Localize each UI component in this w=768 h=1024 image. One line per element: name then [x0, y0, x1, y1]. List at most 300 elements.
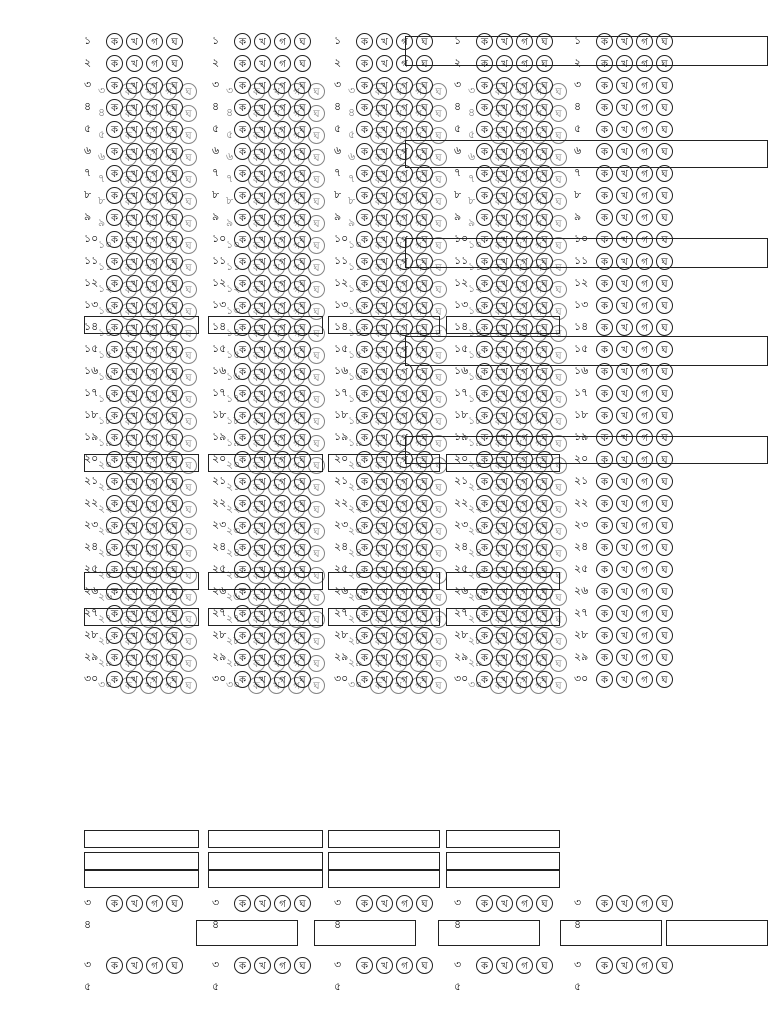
answer-bubble[interactable]: গ [274, 99, 291, 116]
answer-bubble[interactable]: খ [126, 187, 143, 204]
answer-bubble[interactable]: ক [490, 149, 507, 166]
answer-bubble[interactable]: খ [390, 259, 407, 276]
answer-bubble[interactable]: খ [390, 413, 407, 430]
answer-bubble[interactable]: ঘ [656, 363, 673, 380]
answer-bubble[interactable]: ঘ [308, 105, 325, 122]
answer-bubble[interactable]: ক [596, 495, 613, 512]
answer-bubble[interactable]: খ [140, 457, 157, 474]
answer-bubble[interactable]: খ [126, 121, 143, 138]
answer-bubble[interactable]: ঘ [416, 671, 433, 688]
answer-bubble[interactable]: খ [616, 627, 633, 644]
answer-bubble[interactable]: গ [160, 633, 177, 650]
answer-bubble[interactable]: খ [376, 363, 393, 380]
answer-bubble[interactable]: খ [254, 671, 271, 688]
answer-bubble[interactable]: ক [490, 457, 507, 474]
answer-bubble[interactable]: খ [496, 341, 513, 358]
answer-bubble[interactable]: ঘ [550, 611, 567, 628]
answer-bubble[interactable]: খ [390, 105, 407, 122]
answer-bubble[interactable]: ক [106, 143, 123, 160]
answer-bubble[interactable]: ক [490, 435, 507, 452]
answer-bubble[interactable]: গ [636, 429, 653, 446]
answer-bubble[interactable]: খ [140, 149, 157, 166]
answer-bubble[interactable]: ঘ [294, 55, 311, 72]
answer-bubble[interactable]: ঘ [536, 143, 553, 160]
answer-bubble[interactable]: ক [106, 209, 123, 226]
answer-bubble[interactable]: খ [268, 347, 285, 364]
answer-bubble[interactable]: খ [268, 149, 285, 166]
answer-bubble[interactable]: গ [410, 105, 427, 122]
answer-bubble[interactable]: ক [106, 165, 123, 182]
answer-bubble[interactable]: খ [140, 259, 157, 276]
answer-bubble[interactable]: ক [248, 633, 265, 650]
answer-bubble[interactable]: গ [396, 627, 413, 644]
answer-bubble[interactable]: খ [510, 259, 527, 276]
answer-bubble[interactable]: ঘ [416, 561, 433, 578]
answer-bubble[interactable]: ক [596, 253, 613, 270]
answer-bubble[interactable]: খ [616, 363, 633, 380]
answer-bubble[interactable]: ঘ [166, 539, 183, 556]
answer-bubble[interactable]: ক [370, 259, 387, 276]
answer-bubble[interactable]: ক [596, 517, 613, 534]
answer-bubble[interactable]: গ [160, 369, 177, 386]
answer-bubble[interactable]: ঘ [416, 319, 433, 336]
answer-bubble[interactable]: ক [490, 413, 507, 430]
answer-bubble[interactable]: ক [356, 473, 373, 490]
answer-bubble[interactable]: গ [160, 347, 177, 364]
answer-bubble[interactable]: খ [126, 385, 143, 402]
answer-bubble[interactable]: খ [254, 231, 271, 248]
answer-bubble[interactable]: ক [476, 275, 493, 292]
answer-bubble[interactable]: খ [510, 523, 527, 540]
answer-bubble[interactable]: খ [268, 435, 285, 452]
answer-bubble[interactable]: গ [274, 275, 291, 292]
answer-bubble[interactable]: খ [268, 677, 285, 694]
answer-bubble[interactable]: ক [490, 325, 507, 342]
answer-bubble[interactable]: খ [140, 545, 157, 562]
answer-bubble[interactable]: গ [146, 385, 163, 402]
answer-bubble[interactable]: ক [120, 633, 137, 650]
answer-bubble[interactable]: ঘ [656, 407, 673, 424]
answer-bubble[interactable]: ক [356, 671, 373, 688]
answer-bubble[interactable]: ক [490, 83, 507, 100]
answer-bubble[interactable]: খ [616, 649, 633, 666]
answer-bubble[interactable]: গ [274, 407, 291, 424]
answer-bubble[interactable]: ক [370, 633, 387, 650]
answer-bubble[interactable]: ক [596, 583, 613, 600]
answer-bubble[interactable]: গ [288, 413, 305, 430]
answer-bubble[interactable]: গ [410, 655, 427, 672]
answer-bubble[interactable]: খ [126, 253, 143, 270]
answer-bubble[interactable]: ক [234, 121, 251, 138]
answer-bubble[interactable]: গ [530, 127, 547, 144]
answer-bubble[interactable]: গ [288, 105, 305, 122]
answer-bubble[interactable]: খ [496, 55, 513, 72]
answer-bubble[interactable]: খ [126, 407, 143, 424]
answer-bubble[interactable]: ঘ [550, 567, 567, 584]
answer-bubble[interactable]: ক [370, 611, 387, 628]
answer-bubble[interactable]: ঘ [180, 193, 197, 210]
answer-bubble[interactable]: ক [234, 495, 251, 512]
answer-bubble[interactable]: ঘ [656, 77, 673, 94]
answer-bubble[interactable]: গ [274, 231, 291, 248]
answer-bubble[interactable]: ক [490, 501, 507, 518]
answer-bubble[interactable]: গ [396, 143, 413, 160]
answer-bubble[interactable]: ক [476, 429, 493, 446]
answer-bubble[interactable]: ক [476, 627, 493, 644]
answer-bubble[interactable]: ক [248, 83, 265, 100]
answer-bubble[interactable]: গ [288, 303, 305, 320]
answer-bubble[interactable]: ঘ [430, 259, 447, 276]
answer-bubble[interactable]: গ [516, 495, 533, 512]
answer-bubble[interactable]: খ [496, 209, 513, 226]
answer-bubble[interactable]: ঘ [656, 671, 673, 688]
answer-bubble[interactable]: ক [596, 55, 613, 72]
answer-bubble[interactable]: গ [516, 649, 533, 666]
answer-bubble[interactable]: গ [410, 325, 427, 342]
answer-bubble[interactable]: গ [530, 677, 547, 694]
answer-bubble[interactable]: ক [120, 567, 137, 584]
answer-bubble[interactable]: ক [248, 127, 265, 144]
answer-bubble[interactable]: খ [616, 77, 633, 94]
answer-bubble[interactable]: ঘ [430, 215, 447, 232]
answer-bubble[interactable]: গ [160, 391, 177, 408]
answer-bubble[interactable]: ক [476, 895, 493, 912]
answer-bubble[interactable]: ক [356, 649, 373, 666]
answer-bubble[interactable]: ঘ [180, 215, 197, 232]
answer-bubble[interactable]: গ [516, 957, 533, 974]
answer-bubble[interactable]: ঘ [536, 165, 553, 182]
answer-bubble[interactable]: গ [516, 517, 533, 534]
answer-bubble[interactable]: খ [510, 105, 527, 122]
answer-bubble[interactable]: ক [120, 501, 137, 518]
answer-bubble[interactable]: ঘ [656, 55, 673, 72]
answer-bubble[interactable]: ঘ [416, 957, 433, 974]
answer-bubble[interactable]: ঘ [430, 457, 447, 474]
answer-bubble[interactable]: গ [410, 633, 427, 650]
answer-bubble[interactable]: গ [516, 33, 533, 50]
answer-bubble[interactable]: গ [530, 171, 547, 188]
answer-bubble[interactable]: খ [510, 83, 527, 100]
answer-bubble[interactable]: খ [390, 633, 407, 650]
answer-bubble[interactable]: ক [356, 957, 373, 974]
answer-bubble[interactable]: ঘ [536, 517, 553, 534]
answer-bubble[interactable]: গ [530, 83, 547, 100]
answer-bubble[interactable]: খ [376, 143, 393, 160]
answer-bubble[interactable]: ক [356, 165, 373, 182]
answer-bubble[interactable]: ক [596, 429, 613, 446]
answer-bubble[interactable]: গ [274, 77, 291, 94]
answer-bubble[interactable]: ঘ [536, 671, 553, 688]
answer-bubble[interactable]: ঘ [656, 121, 673, 138]
answer-bubble[interactable]: খ [126, 319, 143, 336]
answer-bubble[interactable]: ঘ [430, 545, 447, 562]
answer-bubble[interactable]: গ [516, 77, 533, 94]
answer-bubble[interactable]: ঘ [166, 231, 183, 248]
answer-bubble[interactable]: ক [370, 127, 387, 144]
answer-bubble[interactable]: গ [636, 363, 653, 380]
answer-bubble[interactable]: গ [160, 281, 177, 298]
answer-bubble[interactable]: খ [376, 627, 393, 644]
answer-bubble[interactable]: গ [160, 677, 177, 694]
answer-bubble[interactable]: ক [120, 259, 137, 276]
answer-bubble[interactable]: ক [248, 655, 265, 672]
answer-bubble[interactable]: ক [476, 957, 493, 974]
answer-bubble[interactable]: খ [496, 77, 513, 94]
answer-bubble[interactable]: গ [146, 451, 163, 468]
answer-bubble[interactable]: খ [126, 561, 143, 578]
answer-bubble[interactable]: ক [248, 391, 265, 408]
answer-bubble[interactable]: গ [530, 149, 547, 166]
answer-bubble[interactable]: ঘ [308, 347, 325, 364]
answer-bubble[interactable]: ঘ [180, 611, 197, 628]
answer-bubble[interactable]: ক [106, 99, 123, 116]
answer-bubble[interactable]: ঘ [536, 253, 553, 270]
answer-bubble[interactable]: গ [530, 259, 547, 276]
answer-bubble[interactable]: গ [530, 413, 547, 430]
answer-bubble[interactable]: খ [390, 215, 407, 232]
answer-bubble[interactable]: ঘ [294, 561, 311, 578]
answer-bubble[interactable]: খ [254, 473, 271, 490]
answer-bubble[interactable]: গ [530, 435, 547, 452]
answer-bubble[interactable]: ক [234, 671, 251, 688]
answer-bubble[interactable]: ঘ [416, 341, 433, 358]
answer-bubble[interactable]: ক [596, 561, 613, 578]
answer-bubble[interactable]: ক [106, 319, 123, 336]
answer-bubble[interactable]: গ [396, 231, 413, 248]
answer-bubble[interactable]: ক [356, 407, 373, 424]
answer-bubble[interactable]: ক [370, 523, 387, 540]
answer-bubble[interactable]: খ [254, 561, 271, 578]
answer-bubble[interactable]: ক [476, 99, 493, 116]
answer-bubble[interactable]: ঘ [416, 143, 433, 160]
answer-bubble[interactable]: ঘ [166, 187, 183, 204]
answer-bubble[interactable]: খ [376, 407, 393, 424]
answer-bubble[interactable]: গ [288, 325, 305, 342]
answer-bubble[interactable]: ক [120, 391, 137, 408]
answer-bubble[interactable]: খ [390, 677, 407, 694]
answer-bubble[interactable]: ঘ [416, 539, 433, 556]
answer-bubble[interactable]: ঘ [550, 325, 567, 342]
answer-bubble[interactable]: গ [146, 363, 163, 380]
answer-bubble[interactable]: খ [616, 209, 633, 226]
answer-bubble[interactable]: গ [396, 451, 413, 468]
answer-bubble[interactable]: খ [268, 193, 285, 210]
answer-bubble[interactable]: ক [490, 347, 507, 364]
answer-bubble[interactable]: গ [274, 605, 291, 622]
answer-bubble[interactable]: ক [490, 369, 507, 386]
answer-bubble[interactable]: গ [530, 193, 547, 210]
answer-bubble[interactable]: গ [410, 149, 427, 166]
answer-bubble[interactable]: ক [106, 495, 123, 512]
answer-bubble[interactable]: খ [616, 297, 633, 314]
answer-bubble[interactable]: ঘ [308, 193, 325, 210]
answer-bubble[interactable]: গ [516, 187, 533, 204]
answer-bubble[interactable]: খ [496, 187, 513, 204]
answer-bubble[interactable]: খ [254, 407, 271, 424]
answer-bubble[interactable]: ঘ [430, 281, 447, 298]
answer-bubble[interactable]: ঘ [416, 275, 433, 292]
answer-bubble[interactable]: ক [476, 121, 493, 138]
answer-bubble[interactable]: ঘ [656, 33, 673, 50]
answer-bubble[interactable]: গ [410, 259, 427, 276]
answer-bubble[interactable]: গ [530, 215, 547, 232]
answer-bubble[interactable]: খ [496, 407, 513, 424]
answer-bubble[interactable]: খ [616, 275, 633, 292]
answer-bubble[interactable]: খ [616, 319, 633, 336]
answer-bubble[interactable]: খ [496, 605, 513, 622]
answer-bubble[interactable]: ঘ [656, 495, 673, 512]
answer-bubble[interactable]: ঘ [180, 479, 197, 496]
answer-bubble[interactable]: ঘ [166, 77, 183, 94]
answer-bubble[interactable]: ঘ [166, 517, 183, 534]
answer-bubble[interactable]: ঘ [536, 407, 553, 424]
answer-bubble[interactable]: খ [268, 413, 285, 430]
answer-bubble[interactable]: গ [516, 561, 533, 578]
answer-bubble[interactable]: গ [530, 347, 547, 364]
answer-bubble[interactable]: গ [410, 413, 427, 430]
answer-bubble[interactable]: গ [516, 451, 533, 468]
answer-bubble[interactable]: ঘ [536, 583, 553, 600]
answer-bubble[interactable]: ঘ [416, 55, 433, 72]
answer-bubble[interactable]: ঘ [180, 677, 197, 694]
answer-bubble[interactable]: গ [636, 539, 653, 556]
answer-bubble[interactable]: গ [516, 363, 533, 380]
answer-bubble[interactable]: ক [476, 33, 493, 50]
answer-bubble[interactable]: ক [234, 429, 251, 446]
answer-bubble[interactable]: খ [510, 171, 527, 188]
answer-bubble[interactable]: ঘ [294, 539, 311, 556]
answer-bubble[interactable]: ক [106, 275, 123, 292]
answer-bubble[interactable]: ঘ [550, 501, 567, 518]
answer-bubble[interactable]: খ [376, 99, 393, 116]
answer-bubble[interactable]: ঘ [166, 649, 183, 666]
answer-bubble[interactable]: ক [356, 55, 373, 72]
answer-bubble[interactable]: গ [146, 275, 163, 292]
answer-bubble[interactable]: ঘ [536, 341, 553, 358]
answer-bubble[interactable]: ক [370, 325, 387, 342]
answer-bubble[interactable]: ঘ [294, 253, 311, 270]
answer-bubble[interactable]: ক [106, 385, 123, 402]
answer-bubble[interactable]: ঘ [308, 127, 325, 144]
answer-bubble[interactable]: গ [274, 253, 291, 270]
answer-bubble[interactable]: ক [106, 363, 123, 380]
answer-bubble[interactable]: ঘ [308, 215, 325, 232]
answer-bubble[interactable]: ক [120, 127, 137, 144]
answer-bubble[interactable]: ক [234, 385, 251, 402]
answer-bubble[interactable]: খ [496, 297, 513, 314]
answer-bubble[interactable]: ক [248, 545, 265, 562]
answer-bubble[interactable]: গ [288, 457, 305, 474]
answer-bubble[interactable]: ঘ [294, 33, 311, 50]
answer-bubble[interactable]: গ [146, 539, 163, 556]
answer-bubble[interactable]: গ [146, 99, 163, 116]
answer-bubble[interactable]: খ [376, 187, 393, 204]
answer-bubble[interactable]: ক [476, 253, 493, 270]
answer-bubble[interactable]: খ [140, 633, 157, 650]
answer-bubble[interactable]: ক [248, 369, 265, 386]
answer-bubble[interactable]: খ [126, 297, 143, 314]
answer-bubble[interactable]: খ [376, 165, 393, 182]
answer-bubble[interactable]: ঘ [416, 363, 433, 380]
answer-bubble[interactable]: ঘ [166, 561, 183, 578]
answer-bubble[interactable]: ক [234, 627, 251, 644]
answer-bubble[interactable]: খ [376, 297, 393, 314]
answer-bubble[interactable]: গ [396, 583, 413, 600]
answer-bubble[interactable]: ঘ [430, 369, 447, 386]
answer-bubble[interactable]: ক [490, 677, 507, 694]
answer-bubble[interactable]: খ [268, 391, 285, 408]
answer-bubble[interactable]: ঘ [536, 451, 553, 468]
answer-bubble[interactable]: ক [370, 435, 387, 452]
answer-bubble[interactable]: ঘ [180, 105, 197, 122]
answer-bubble[interactable]: ক [248, 149, 265, 166]
answer-bubble[interactable]: ঘ [308, 567, 325, 584]
answer-bubble[interactable]: ক [234, 143, 251, 160]
answer-bubble[interactable]: গ [516, 231, 533, 248]
answer-bubble[interactable]: খ [126, 583, 143, 600]
answer-bubble[interactable]: খ [268, 105, 285, 122]
answer-bubble[interactable]: ক [248, 325, 265, 342]
answer-bubble[interactable]: ক [248, 171, 265, 188]
answer-bubble[interactable]: ঘ [294, 895, 311, 912]
answer-bubble[interactable]: গ [274, 895, 291, 912]
answer-bubble[interactable]: গ [530, 567, 547, 584]
answer-bubble[interactable]: ক [370, 501, 387, 518]
answer-bubble[interactable]: ঘ [308, 523, 325, 540]
answer-bubble[interactable]: গ [636, 517, 653, 534]
answer-bubble[interactable]: গ [160, 457, 177, 474]
answer-bubble[interactable]: ঘ [656, 99, 673, 116]
answer-bubble[interactable]: ঘ [430, 589, 447, 606]
answer-bubble[interactable]: ক [370, 215, 387, 232]
answer-bubble[interactable]: ঘ [430, 677, 447, 694]
answer-bubble[interactable]: খ [376, 77, 393, 94]
answer-bubble[interactable]: ক [356, 77, 373, 94]
answer-bubble[interactable]: খ [616, 143, 633, 160]
answer-bubble[interactable]: ঘ [536, 649, 553, 666]
answer-bubble[interactable]: ক [490, 391, 507, 408]
answer-bubble[interactable]: ঘ [550, 413, 567, 430]
answer-bubble[interactable]: ঘ [536, 429, 553, 446]
answer-bubble[interactable]: খ [376, 55, 393, 72]
answer-bubble[interactable]: ঘ [656, 209, 673, 226]
answer-bubble[interactable]: ঘ [294, 297, 311, 314]
answer-bubble[interactable]: গ [146, 561, 163, 578]
answer-bubble[interactable]: গ [516, 429, 533, 446]
answer-bubble[interactable]: ক [490, 237, 507, 254]
answer-bubble[interactable]: খ [376, 209, 393, 226]
answer-bubble[interactable]: ক [234, 341, 251, 358]
answer-bubble[interactable]: গ [636, 319, 653, 336]
answer-bubble[interactable]: ক [120, 105, 137, 122]
answer-bubble[interactable]: ঘ [294, 187, 311, 204]
answer-bubble[interactable]: গ [288, 259, 305, 276]
answer-bubble[interactable]: গ [288, 281, 305, 298]
answer-bubble[interactable]: গ [288, 237, 305, 254]
answer-bubble[interactable]: ঘ [166, 407, 183, 424]
answer-bubble[interactable]: ঘ [308, 303, 325, 320]
answer-bubble[interactable]: ঘ [416, 407, 433, 424]
answer-bubble[interactable]: ক [356, 121, 373, 138]
answer-bubble[interactable]: ঘ [656, 517, 673, 534]
answer-bubble[interactable]: খ [376, 605, 393, 622]
answer-bubble[interactable]: খ [616, 473, 633, 490]
answer-bubble[interactable]: ঘ [550, 215, 567, 232]
answer-bubble[interactable]: ক [356, 385, 373, 402]
answer-bubble[interactable]: ঘ [308, 149, 325, 166]
answer-bubble[interactable]: খ [496, 319, 513, 336]
answer-bubble[interactable]: গ [410, 281, 427, 298]
